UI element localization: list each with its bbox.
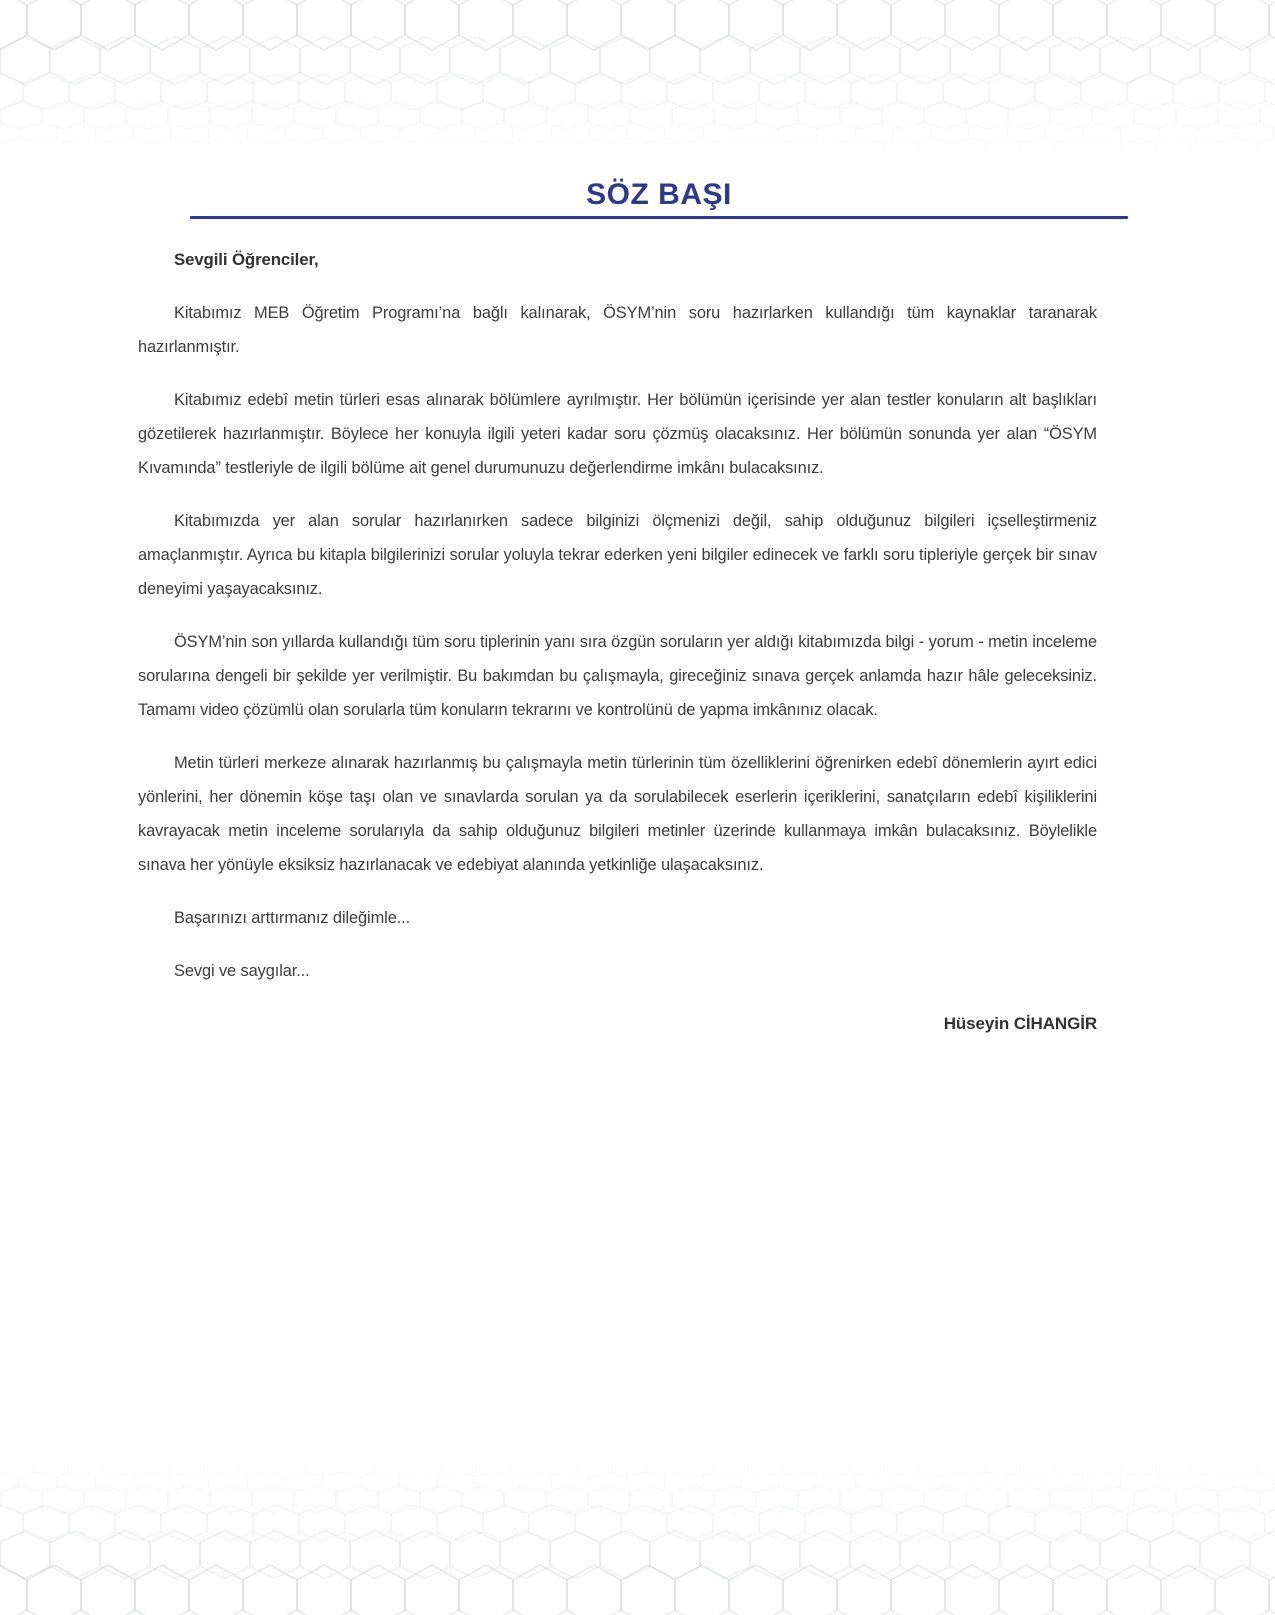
paragraph-5: Metin türleri merkeze alınarak hazırlanmış bu çalışmayla metin türlerinin tüm özelliklerini öğrenirken edebî dönemlerin ayırt edici yönlerini, her dönemin köşe taşı olan ve sınavlarda sorulan ya da sorulabilecek eserlerin içeriklerini, sanatçıların edebî kişiliklerini kavrayacak metin inceleme sorularıyla da sahip olduğunuz bilgileri metinler üzerinde kullanmaya imkân bulacaksınız. Böylelikle sınava her yönüyle eksiksiz hazırlanacak ve edebiyat alanında yetkinliğe ulaşacaksınız. (138, 754, 1097, 874)
paragraph-2: Kitabımız edebî metin türleri esas alınarak bölümlere ayrılmıştır. Her bölümün içerisinde yer alan testler konuların alt başlıkları gözetilerek hazırlanmıştır. Böylece her konuyla ilgili yeteri kadar soru çözmüş olacaksınız. Her bölümün sonunda yer alan “ÖSYM Kıvamında” testleriyle de ilgili bölüme ait genel durumunuzu değerlendirme imkânı bulacaksınız. (138, 391, 1097, 477)
page-title: SÖZ BAŞI (586, 178, 732, 211)
hexagon-pattern-bottom (0, 1465, 1275, 1615)
paragraph-3: Kitabımızda yer alan sorular hazırlanırken sadece bilginizi ölçmenizi değil, sahip olduğunuz bilgileri içselleştirmeniz amaçlanmıştır. Ayrıca bu kitapla bilgilerinizi sorular yoluyla tekrar ederken yeni bilgiler edinecek ve farklı soru tipleriyle gerçek bir sınav deneyimi yaşayacaksınız. (138, 512, 1097, 598)
greeting: Sevgili Öğrenciler, (174, 250, 319, 269)
hexagon-pattern-top (0, 0, 1275, 150)
closing-line-1: Başarınızı arttırmanız dileğimle... (174, 909, 411, 927)
paragraph-1: Kitabımız MEB Öğretim Programı’na bağlı kalınarak, ÖSYM’nin soru hazırlarken kullandığı tüm kaynaklar taranarak hazırlanmıştır. (138, 304, 1097, 356)
paragraph-4: ÖSYM’nin son yıllarda kullandığı tüm soru tiplerinin yanı sıra özgün soruların yer aldığı kitabımızda bilgi - yorum - metin inceleme sorularına dengeli bir şekilde yer verilmiştir. Bu bakımdan bu çalışmayla, gireceğiniz sınava gerçek anlamda hazır hâle geleceksiniz. Tamamı video çözümlü olan sorularla tüm konuların tekrarını ve kontrolünü de yapma imkânınız olacak. (138, 633, 1097, 719)
author-signature: Hüseyin CİHANGİR (943, 1014, 1097, 1033)
title-underline (190, 216, 1128, 219)
preface-body (138, 243, 1097, 1060)
closing-line-2: Sevgi ve saygılar... (174, 962, 310, 980)
